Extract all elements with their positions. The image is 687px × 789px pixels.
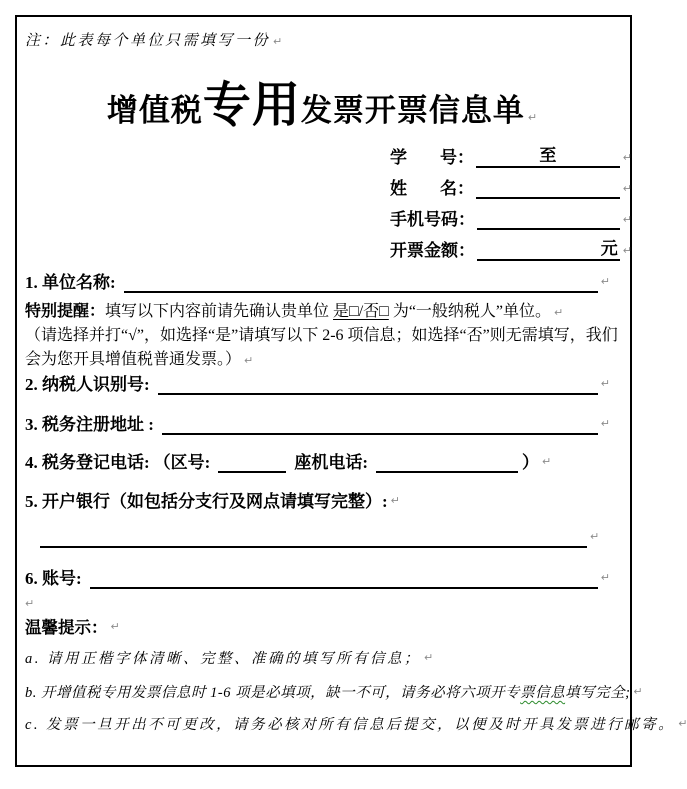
colon: ： (458, 210, 475, 229)
landline-label: 座机电话: (294, 453, 369, 472)
tip-c-text: c. 发票一旦开出不可更改，请务必核对所有信息后提交，以便及时开具发票进行邮寄。 (25, 717, 676, 733)
paragraph-mark: ↵ (678, 717, 687, 730)
title-emphasis: 专用 (202, 79, 301, 132)
section-6-blank[interactable] (90, 567, 598, 589)
paragraph-mark: ↵ (554, 306, 564, 319)
yes-no-checkboxes[interactable]: 是□/否□ (333, 303, 389, 320)
mobile-label: 手机号码 (390, 210, 458, 229)
section-3-row (25, 411, 610, 435)
special-reminder (25, 299, 627, 324)
tip-a-row (25, 647, 433, 668)
top-note-text: 注：此表每个单位只需填写一份 (25, 33, 271, 49)
section-3-label: 3. 税务注册地址 : (25, 415, 154, 434)
paragraph-mark: ↵ (25, 597, 35, 610)
paragraph-mark: ↵ (110, 619, 120, 633)
paragraph-mark: ↵ (622, 181, 632, 195)
section-4-row (25, 449, 551, 473)
section-4-close-paren: ） (522, 453, 540, 472)
area-code-label: （区号: (153, 453, 211, 472)
tips-title-row (25, 614, 120, 638)
title-prefix: 增值税 (106, 93, 203, 128)
paragraph-mark: ↵ (600, 416, 610, 430)
paragraph-mark: ↵ (622, 150, 632, 164)
section-5-row (25, 488, 400, 512)
colon: ： (458, 241, 475, 260)
section-1-row (25, 269, 610, 293)
student-id-row (390, 146, 632, 168)
paragraph-mark: ↵ (244, 354, 254, 367)
paragraph-mark: ↵ (527, 111, 538, 124)
paragraph-mark: ↵ (600, 274, 610, 288)
name-row (390, 177, 632, 199)
special-reminder-note (25, 324, 631, 372)
special-reminder-note-text: （请选择并打“√”，如选择“是”请填写以下 2-6 项信息；如选择“否”则无需填写，我们会为您开具增值税普通发票。） (25, 327, 618, 368)
paragraph-mark: ↵ (273, 35, 283, 48)
section-6-label: 6. 账号: (25, 569, 82, 588)
mobile-row (390, 208, 632, 230)
section-6-row (25, 565, 610, 589)
tip-a-text: a. 请用正楷字体清晰、完整、准确的填写所有信息； (25, 651, 421, 667)
special-reminder-lead: 特别提醒： (25, 303, 106, 320)
amount-label: 开票金额 (390, 241, 458, 260)
section-1-blank[interactable] (124, 271, 598, 293)
section-3-blank[interactable] (162, 413, 598, 435)
name-label: 姓 名 (390, 179, 457, 198)
top-note (25, 29, 282, 50)
section-5-label: 5. 开户银行（如包括分支行及网点请填写完整）: (25, 492, 388, 511)
section-2-label: 2. 纳税人识别号: (25, 375, 150, 394)
name-blank[interactable] (476, 177, 620, 199)
paragraph-mark: ↵ (424, 651, 434, 664)
mobile-blank[interactable] (477, 208, 620, 230)
special-reminder-before: 填写以下内容前请先确认贵单位 (105, 303, 334, 320)
section-2-blank[interactable] (158, 373, 598, 395)
paragraph-mark: ↵ (600, 570, 610, 584)
empty-paragraph (25, 594, 34, 612)
paragraph-mark: ↵ (390, 493, 400, 507)
special-reminder-after: 为“一般纳税人”单位。 (388, 303, 552, 320)
form-title (0, 66, 644, 135)
section-5-blank[interactable] (40, 526, 587, 548)
paragraph-mark: ↵ (633, 685, 643, 698)
section-5-blank-row (40, 524, 600, 548)
tip-b-row (25, 681, 643, 702)
section-1-label: 1. 单位名称: (25, 273, 116, 292)
paragraph-mark: ↵ (590, 529, 600, 543)
landline-blank[interactable] (376, 451, 518, 473)
student-id-range-separator: 至 (539, 146, 557, 165)
student-id-label: 学 号 (390, 148, 457, 167)
tip-b-text-after: 填写完全; (565, 685, 631, 701)
paragraph-mark: ↵ (622, 212, 632, 226)
student-id-blank[interactable] (476, 146, 620, 168)
paragraph-mark: ↵ (542, 454, 552, 468)
amount-row (390, 239, 632, 261)
area-code-blank[interactable] (218, 451, 286, 473)
section-4-label: 4. 税务登记电话: (25, 453, 150, 472)
amount-unit: 元 (600, 239, 618, 258)
colon: ： (456, 148, 474, 167)
tip-b-spellcheck-text: 票信息 (520, 685, 566, 701)
section-2-row (25, 371, 610, 395)
amount-blank[interactable] (477, 239, 620, 261)
tips-title: 温馨提示： (25, 618, 108, 637)
tip-c-row (25, 713, 687, 734)
paragraph-mark: ↵ (600, 376, 610, 390)
colon: ： (456, 179, 474, 198)
paragraph-mark: ↵ (622, 243, 632, 257)
title-suffix: 发票开票信息单 (300, 93, 525, 128)
tip-b-text-before: b. 开增值税专用发票信息时 1-6 项是必填项，缺一不可，请务必将六项开专 (25, 685, 521, 701)
